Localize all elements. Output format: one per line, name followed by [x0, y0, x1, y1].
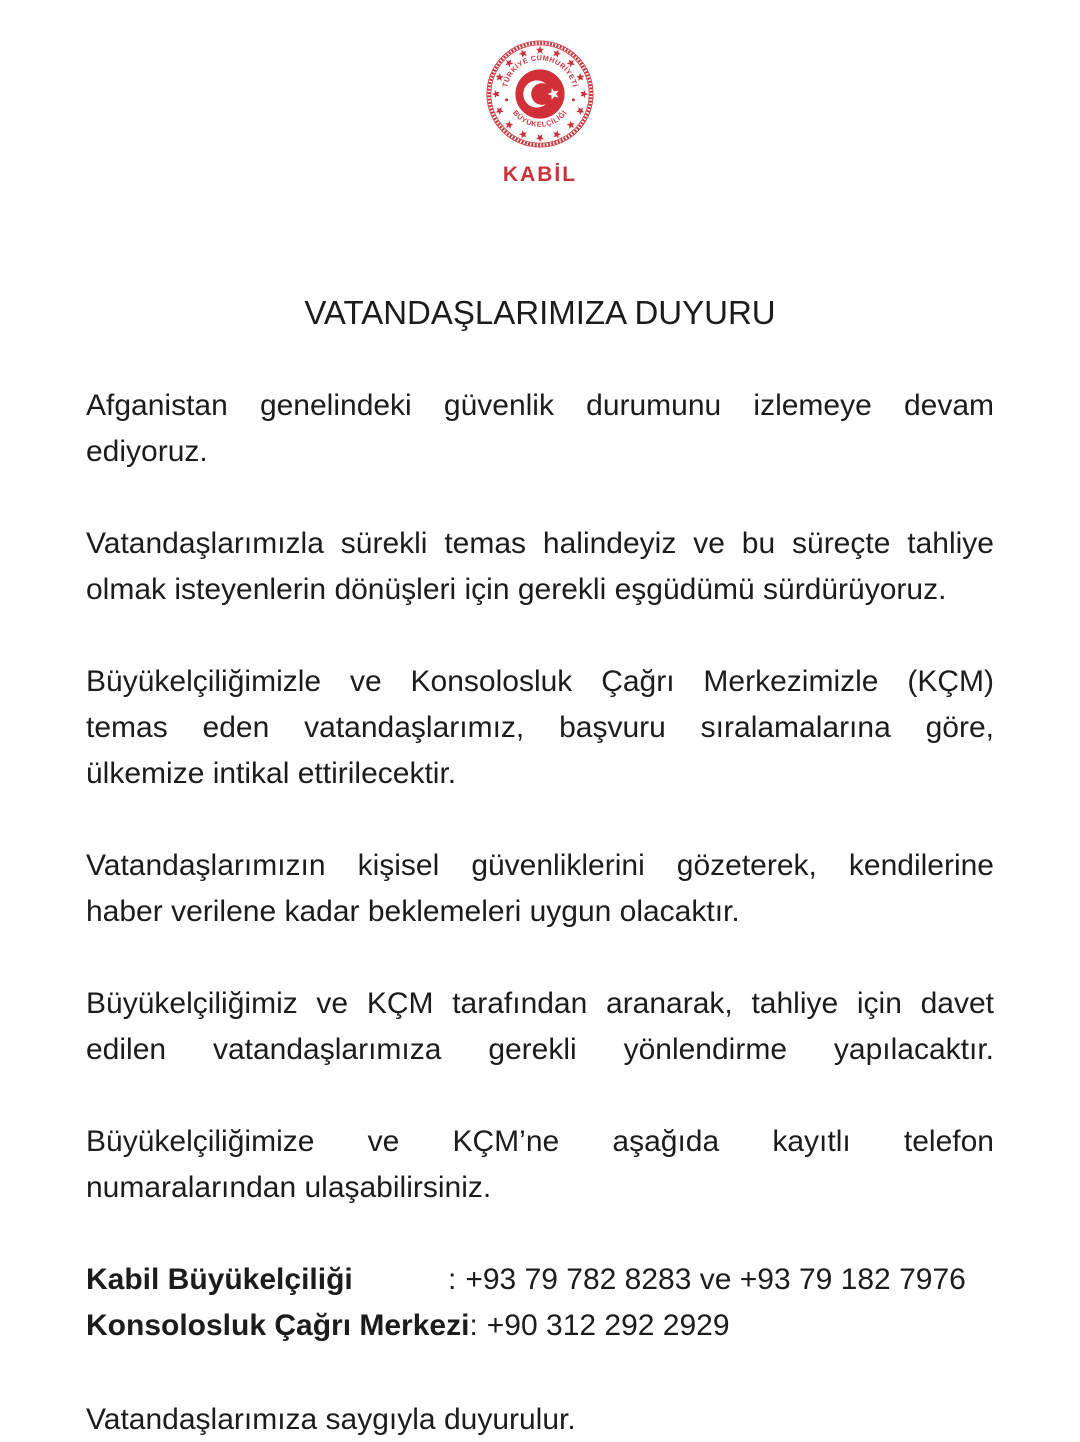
closing-line: Vatandaşlarımıza saygıyla duyurulur.: [86, 1403, 576, 1436]
paragraph-5: [86, 981, 994, 1073]
paragraph-3: [86, 659, 994, 797]
crescent-and-star-icon: [515, 69, 564, 118]
paragraph-4: [86, 843, 994, 935]
contact-separator: :: [448, 1263, 457, 1296]
paragraph-line: Vatandaşlarımızla sürekli temas halindeyiz ve bu süreçte tahliye: [86, 527, 994, 560]
paragraph-6: [86, 1119, 994, 1211]
announcement-body: [86, 383, 994, 1442]
city-label: KABİL: [502, 163, 578, 186]
paragraph-line: haber verilene kadar beklemeleri uygun olacaktır.: [86, 895, 740, 928]
contact-line-embassy: [86, 1257, 994, 1303]
arc-text-top: TÜRKİYE CUMHURİYETİ: [501, 54, 579, 89]
embassy-emblem: [0, 35, 1080, 189]
paragraph-line: olmak isteyenlerin dönüşleri için gerekli eşgüdümü sürdürüyoruz.: [86, 573, 947, 606]
paragraph-line: Vatandaşlarımızın kişisel güvenliklerini gözeterek, kendilerine: [86, 849, 994, 882]
contact-label: Konsolosluk Çağrı Merkezi: [86, 1309, 470, 1342]
paragraph-line: Afganistan genelindeki güvenlik durumunu izlemeye devam: [86, 389, 994, 422]
paragraph-line: numaralarından ulaşabilirsiniz.: [86, 1171, 492, 1204]
contact-label: Kabil Büyükelçiliği: [86, 1263, 353, 1296]
paragraph-line: Büyükelçiliğimize ve KÇM’ne aşağıda kayıtlı telefon: [86, 1125, 994, 1158]
contact-separator: :: [469, 1309, 478, 1342]
contact-value: +93 79 782 8283 ve +93 79 182 7976: [465, 1263, 966, 1296]
contact-line-call-center: [86, 1303, 994, 1349]
paragraph-line: temas eden vatandaşlarımız, başvuru sıralamalarına göre,: [86, 711, 994, 744]
paragraph-line: edilen vatandaşlarımıza gerekli yönlendirme yapılacaktır.: [86, 1033, 994, 1066]
paragraph-line: ediyoruz.: [86, 435, 208, 468]
contact-value: +90 312 292 2929: [486, 1309, 730, 1342]
announcement-title: VATANDAŞLARIMIZA DUYURU: [304, 294, 776, 331]
embassy-emblem-icon: [481, 35, 599, 153]
contact-section: [86, 1257, 994, 1349]
paragraph-line: Büyükelçiliğimizle ve Konsolosluk Çağrı Merkezimizle (KÇM): [86, 665, 994, 698]
paragraph-line: Büyükelçiliğimiz ve KÇM tarafından aranarak, tahliye için davet: [86, 987, 994, 1020]
arc-text-bottom: BÜYÜKELÇİLİĞİ: [511, 108, 569, 129]
paragraph-line: ülkemize intikal ettirilecektir.: [86, 757, 457, 790]
paragraph-2: [86, 521, 994, 613]
paragraph-1: [86, 383, 994, 475]
